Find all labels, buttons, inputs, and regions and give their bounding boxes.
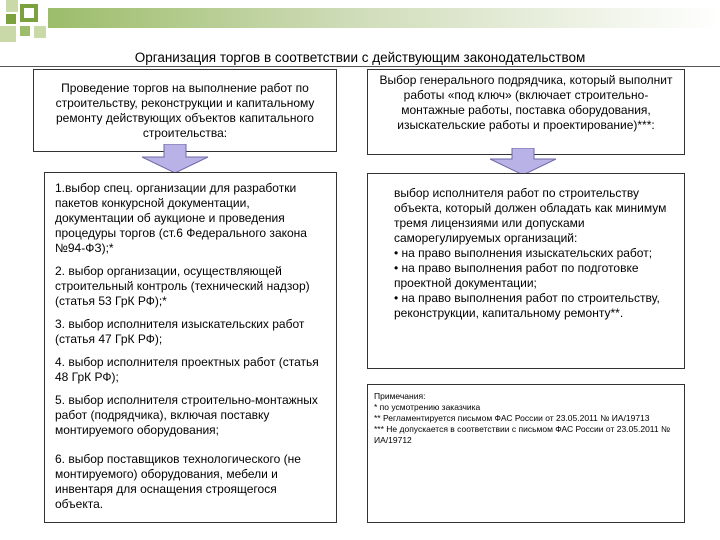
notes-line-3: *** Не допускается в соответствии с письмом ФАС России от 23.05.2011 № ИА/19712 [374,424,671,445]
notes-heading: Примечания: [374,391,426,401]
left-down-arrow [140,144,210,174]
right-header-text: Выбор генерального подрядчика, который выполнит работы «под ключ» (включает строительно-монтажные работы, поставка оборудования, изыскательские работы и проектирование)***: [379,73,673,132]
decorative-header-squares [0,0,720,48]
right-list-bullet-3: • на право выполнения работ по строительству, реконструкции, капитальному ремонту**. [394,291,660,320]
left-list-box [44,172,337,523]
right-list-intro: выбор исполнителя работ по строительству объекта, который должен обладать как минимум тремя лицензиями или допусками саморегулируемых организаций: [394,186,667,245]
left-list-item-6: 6. выбор поставщиков технологического (не монтируемого) оборудования, мебели и инвентаря для оснащения строящегося объекта. [55,452,301,511]
left-list-item-5: 5. выбор исполнителя строительно-монтажных работ (подрядчика), включая поставку монтируемого оборудования; [55,393,318,437]
notes-box [367,384,685,523]
left-list-item-1: 1.выбор спец. организации для разработки пакетов конкурсной документации, документации об аукционе и проведения процедуры торгов (ст.6 Федерального закона №94-ФЗ);* [55,181,307,255]
left-list-item-3: 3. выбор исполнителя изыскательских работ (статья 47 ГрК РФ); [55,317,305,346]
right-list-bullet-1: • на право выполнения изыскательских работ; [394,246,653,260]
notes-line-1: * по усмотрению заказчика [374,402,481,412]
left-header-box [33,69,337,152]
page-title: Организация торгов в соответствии с действующим законодательством [134,50,586,65]
left-list-item-2: 2. выбор организации, осуществляющей строительный контроль (технический надзор) (статья 53 ГрК РФ);* [55,264,310,308]
right-list-box [367,173,685,369]
right-list-bullet-2: • на право выполнения работ по подготовке проектной документации; [394,261,639,290]
title-divider [0,66,720,67]
right-down-arrow [488,148,558,176]
left-header-text: Проведение торгов на выполнение работ по строительству, реконструкции и капитальному ремонту действующих объектов капитального строительства: [55,80,315,140]
right-header-box [367,69,685,155]
left-list-item-4: 4. выбор исполнителя проектных работ (статья 48 ГрК РФ); [55,355,319,384]
notes-line-2: ** Регламентируется письмом ФАС России от 23.05.2011 № ИА/19713 [374,413,650,423]
